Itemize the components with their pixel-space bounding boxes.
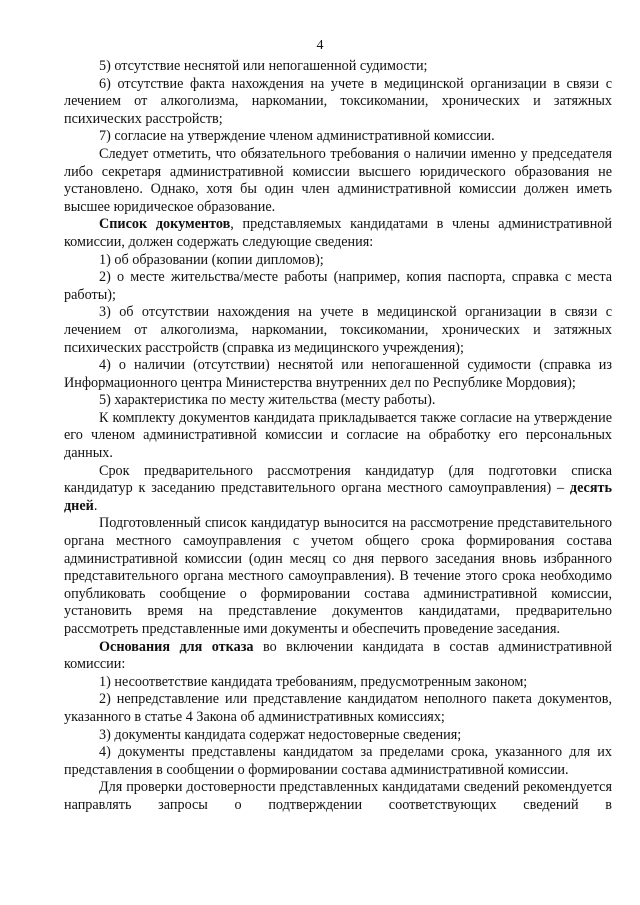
prepared-list-paragraph: Подготовленный список кандидатур выносится на рассмотрение представительного органа местного самоуправления с учетом общего срока формирования состава административной комиссии (один месяц со дня первого заседания вновь избранного представительного органа местного самоуправления). В течение этого срока необходимо опубликовать сообщение о формировании состава административной комиссии, установить время на представление документов кандидатами, предварительно рассмотреть представленные ими документы и обеспечить проведение заседания.: [64, 515, 612, 637]
refusal-heading-bold: Основания для отказа: [99, 638, 254, 655]
term-text: Срок предварительного рассмотрения кандидатур (для подготовки списка кандидатур к заседанию представительного органа местного самоуправления) –: [64, 462, 612, 497]
term-bold: десять дней: [64, 480, 612, 514]
page-content: [64, 58, 612, 815]
documents-list-item: 1) об образовании (копии дипломов);: [99, 251, 324, 268]
documents-list-heading: [64, 216, 612, 251]
documents-list-item: 4) о наличии (отсутствии) неснятой или непогашенной судимости (справка из Информационного центра Министерства внутренних дел по Республике Мордовия);: [64, 357, 612, 391]
page-number: 4: [316, 38, 324, 53]
requirement-item: 7) согласие на утверждение членом административной комиссии.: [99, 128, 495, 145]
documents-list-item: 3) об отсутствии нахождения на учете в медицинской организации в связи с лечением от алкоголизма, наркомании, токсикомании, хронических и затяжных психических расстройств (справка из медицинского учреждения);: [64, 304, 612, 356]
term-paragraph: [64, 463, 612, 516]
verification-paragraph: Для проверки достоверности представленных кандидатами сведений рекомендуется направлять запросы о подтверждении соответствующих сведений в: [64, 779, 612, 813]
refusal-item: 4) документы представлены кандидатом за пределами срока, указанного для их представления в сообщении о формировании состава административной комиссии.: [64, 744, 612, 778]
term-end: .: [93, 497, 98, 514]
note-paragraph: Следует отметить, что обязательного требования о наличии именно у председателя либо секретаря административной комиссии высшего юридического образования не установлено. Однако, хотя бы один член административной комиссии должен иметь высшее юридическое образование.: [64, 145, 612, 215]
documents-list-heading-rest: , представляемых кандидатами в члены административной комиссии, должен содержать следующие сведения:: [64, 216, 612, 250]
documents-list-item: 5) характеристика по месту жительства (месту работы).: [99, 392, 436, 409]
documents-list-heading-bold: Список документов: [99, 216, 231, 233]
documents-list-item: 2) о месте жительства/месте работы (например, копия паспорта, справка с места работы);: [64, 269, 612, 303]
refusal-item: 1) несоответствие кандидата требованиям, предусмотренным законом;: [99, 673, 528, 690]
refusal-item: 2) непредставление или представление кандидатом неполного пакета документов, указанного в статье 4 Закона об административных комиссиях;: [64, 691, 612, 725]
requirement-item: 5) отсутствие неснятой или непогашенной судимости;: [99, 58, 428, 74]
requirement-item: 6) отсутствие факта нахождения на учете в медицинской организации в связи с лечением от алкоголизма, наркомании, токсикомании, хронических и затяжных психических расстройств;: [64, 75, 612, 127]
refusal-item: 3) документы кандидата содержат недостоверные сведения;: [99, 726, 462, 743]
refusal-heading: [64, 639, 612, 674]
refusal-heading-rest: во включении кандидата в состав административной комиссии:: [64, 638, 612, 673]
consent-paragraph: К комплекту документов кандидата прикладывается также согласие на утверждение его членом административной комиссии и согласие на обработку его персональных данных.: [64, 409, 612, 462]
